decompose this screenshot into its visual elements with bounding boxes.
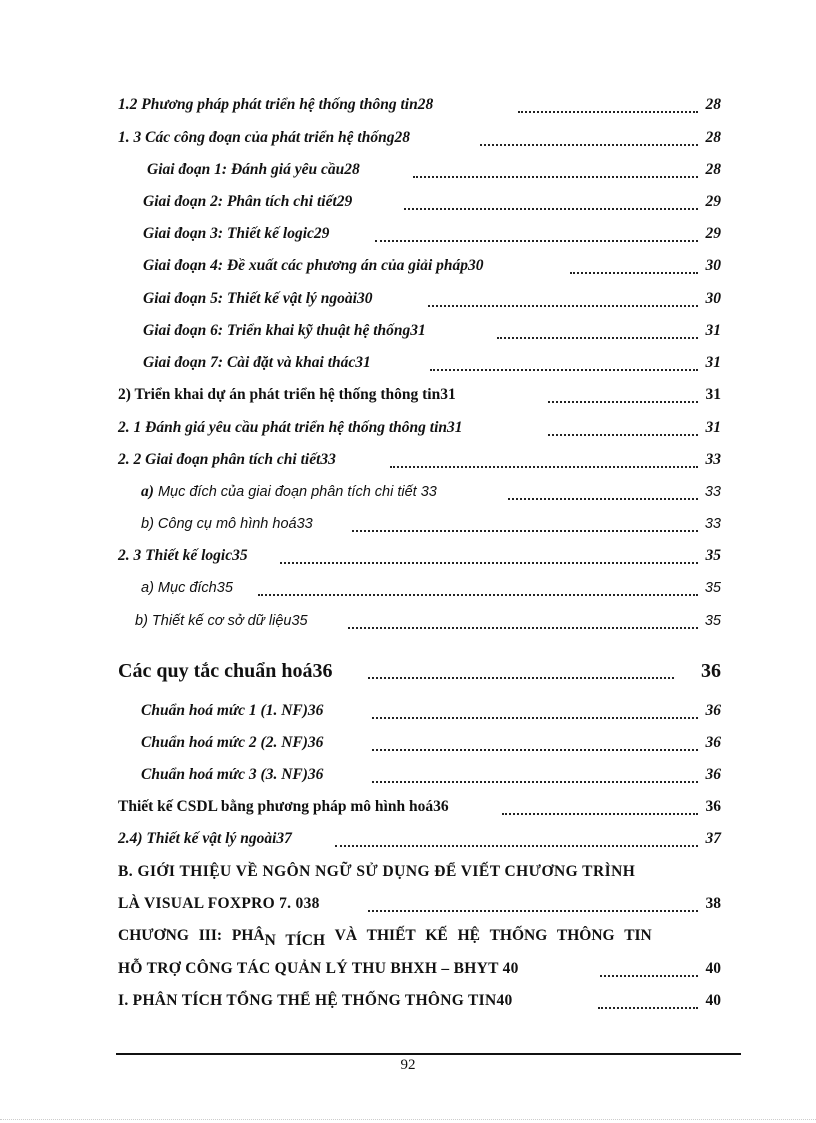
dot-leader [480, 144, 698, 146]
toc-entry-page: 31 [705, 386, 721, 403]
toc-entry[interactable] [0, 730, 816, 756]
toc-entry[interactable] [0, 794, 816, 820]
toc-entry[interactable] [0, 125, 816, 151]
toc-entry-page: 28 [705, 129, 721, 146]
dot-leader [280, 562, 698, 564]
toc-entry-chapter-3[interactable] [0, 956, 816, 982]
toc-entry-text: Giai đoạn 7: Cài đặt và khai thác31 [143, 354, 371, 371]
toc-entry-page: 36 [705, 766, 721, 783]
toc-entry-text: 2. 1 Đánh giá yêu cầu phát triển hệ thống thông tin31 [118, 419, 463, 436]
toc-entry-page: 31 [705, 419, 721, 436]
toc-entry[interactable] [0, 698, 816, 724]
toc-entry[interactable] [0, 189, 816, 215]
toc-entry-text: Chuẩn hoá mức 3 (3. NF)36 [141, 766, 324, 783]
page-number: 92 [400, 1057, 416, 1073]
dot-leader [508, 498, 698, 500]
toc-entry-page: 31 [705, 322, 721, 339]
toc-entry-page: 36 [705, 798, 721, 815]
toc-entry-text: Các quy tắc chuẩn hoá36 [118, 660, 333, 682]
toc-entry-page: 38 [705, 895, 721, 912]
dot-leader [518, 111, 698, 113]
toc-entry-text: HỖ TRỢ CÔNG TÁC QUẢN LÝ THU BHXH – BHYT 40 [118, 960, 519, 977]
toc-entry-page: 35 [704, 580, 721, 596]
dot-leader [368, 910, 698, 912]
toc-entry-text: a) Mục đích35 [141, 580, 233, 596]
toc-entry[interactable] [0, 157, 816, 183]
toc-entry-page: 33 [704, 516, 721, 532]
toc-entry-text: 1. 3 Các công đoạn của phát triển hệ thống28 [118, 129, 410, 146]
toc-entry-section-i[interactable] [0, 988, 816, 1014]
dot-leader [352, 530, 698, 532]
toc-entry[interactable] [0, 826, 816, 852]
toc-entry-section-b[interactable] [0, 891, 816, 917]
toc-entry-text: b) Công cụ mô hình hoá33 [141, 516, 313, 532]
toc-entry-text: Mục đích của giai đoạn phân tích chi tiết 33 [153, 484, 437, 500]
toc-entry-page: 36 [701, 660, 721, 682]
toc-entry-text: 2. 3 Thiết kế logic35 [118, 547, 248, 564]
toc-entry-page: 35 [705, 547, 721, 564]
toc-entry[interactable] [0, 511, 816, 537]
toc-entry-page: 33 [704, 484, 721, 500]
toc-entry-prefix: a) [141, 483, 154, 500]
toc-entry-page: 40 [705, 992, 721, 1009]
dot-leader [390, 466, 698, 468]
dot-leader [428, 305, 698, 307]
page-edge [0, 1119, 816, 1120]
toc-entry-page: 36 [705, 702, 721, 719]
toc-entry-page: 33 [705, 451, 721, 468]
toc-entry[interactable] [0, 608, 816, 634]
toc-entry[interactable] [0, 447, 816, 473]
dot-leader [598, 1007, 698, 1009]
toc-entry[interactable] [0, 762, 816, 788]
dot-leader [258, 594, 698, 596]
toc-entry[interactable] [0, 221, 816, 247]
dot-leader [375, 240, 698, 242]
toc-entry-text: Giai đoạn 6: Triển khai kỹ thuật hệ thống31 [143, 322, 426, 339]
dot-leader [548, 401, 698, 403]
toc-entry-page: 31 [705, 354, 721, 371]
dot-leader [502, 813, 698, 815]
toc-entry-page: 30 [705, 257, 721, 274]
toc-entry[interactable] [0, 318, 816, 344]
toc-entry-text: LÀ VISUAL FOXPRO 7. 038 [118, 895, 320, 912]
toc-entry-page: 29 [705, 225, 721, 242]
toc-entry-page: 35 [704, 613, 721, 629]
toc-entry-page: 28 [705, 161, 721, 178]
toc-entry-text: Giai đoạn 4: Đề xuất các phương án của giải pháp30 [143, 257, 484, 274]
toc-entry-text: 2) Triển khai dự án phát triển hệ thống thông tin31 [118, 386, 456, 403]
dot-leader [548, 434, 698, 436]
toc-entry-text: Giai đoạn 5: Thiết kế vật lý ngoài30 [143, 290, 373, 307]
dot-leader [372, 781, 698, 783]
dot-leader [430, 369, 698, 371]
toc-entry[interactable] [0, 479, 816, 505]
dot-leader [368, 677, 674, 679]
toc-entry-text: Thiết kế CSDL bằng phương pháp mô hình hoá36 [118, 798, 449, 815]
toc-entry-text: Giai đoạn 2: Phân tích chi tiết29 [143, 193, 353, 210]
toc-entry-text: Giai đoạn 3: Thiết kế logic29 [143, 225, 330, 242]
toc-entry[interactable] [0, 543, 816, 569]
toc-entry[interactable] [0, 655, 816, 687]
dot-leader [404, 208, 698, 210]
toc-entry-page: 40 [705, 960, 721, 977]
toc-entry-text: Chuẩn hoá mức 1 (1. NF)36 [141, 702, 324, 719]
toc-entry-text: I. PHÂN TÍCH TỔNG THỂ HỆ THỐNG THÔNG TIN40 [118, 992, 513, 1009]
toc-entry[interactable] [0, 415, 816, 441]
dot-leader [372, 717, 698, 719]
toc-entry-page: 29 [705, 193, 721, 210]
dot-leader [570, 272, 698, 274]
toc-entry[interactable] [0, 350, 816, 376]
toc-entry-text: Giai đoạn 1: Đánh giá yêu cầu28 [147, 161, 360, 178]
toc-entry-text: Chuẩn hoá mức 2 (2. NF)36 [141, 734, 324, 751]
dot-leader [600, 975, 698, 977]
dot-leader [497, 337, 698, 339]
dot-leader [372, 749, 698, 751]
toc-entry-text: 2. 2 Giai đoạn phân tích chi tiết33 [118, 451, 336, 468]
toc-entry-text: b) Thiết kế cơ sở dữ liệu35 [135, 613, 308, 629]
toc-entry-page: 36 [705, 734, 721, 751]
toc-entry-page: 30 [705, 290, 721, 307]
footer-rule [116, 1053, 741, 1055]
toc-entry-page: 37 [705, 830, 721, 847]
toc-entry-page: 28 [705, 96, 721, 113]
dot-leader [348, 627, 698, 629]
dot-leader [413, 176, 698, 178]
chapter-3-title[interactable]: CHƯƠNG III: PHÂN TÍCH VÀ THIẾT KẾ HỆ THỐNG THÔNG TIN [118, 927, 652, 949]
toc-entry[interactable] [0, 253, 816, 279]
toc-entry[interactable] [0, 382, 816, 408]
toc-entry[interactable] [0, 286, 816, 312]
toc-entry[interactable] [0, 92, 816, 118]
toc-entry-text: 1.2 Phương pháp phát triển hệ thống thông tin28 [118, 96, 434, 113]
toc-entry-text: 2.4) Thiết kế vật lý ngoài37 [118, 830, 292, 847]
section-b-title[interactable]: B. GIỚI THIỆU VỀ NGÔN NGỮ SỬ DỤNG ĐỂ VIẾT CHƯƠNG TRÌNH [118, 863, 636, 880]
dot-leader [335, 845, 698, 847]
toc-entry[interactable] [0, 575, 816, 601]
